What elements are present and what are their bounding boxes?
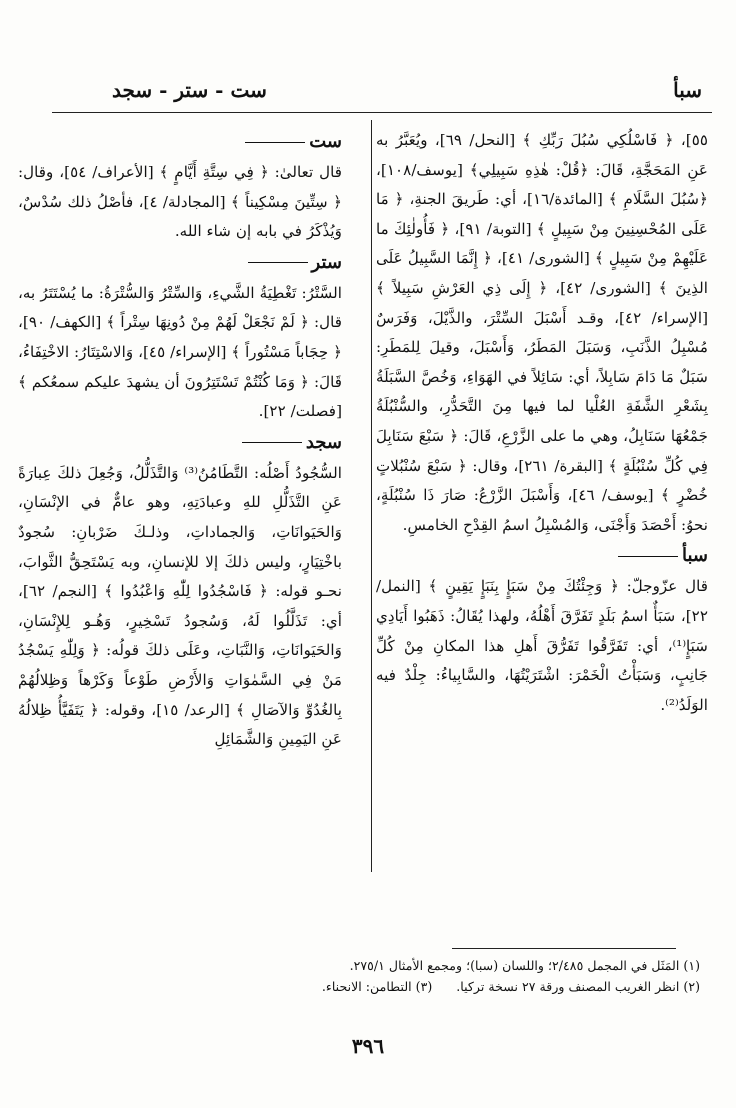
- left-column: [18, 126, 342, 755]
- column-divider: [371, 120, 372, 872]
- entry-paragraph: ٥٥]، ﴿ فَاسْلُكِي سُبُلَ رَبِّكِ ﴾ [النحل/ ٦٩]، ويُعَبَّرُ به عَنِ المَحَجَّةِ، قَالَ: ﴿قُلْ: هٰذِهِ سَبِيلِي﴾ [يوسف/١٠٨]، ﴿سُبُلَ السَّلَامِ ﴾ [المائدة/١٦]، أي: طَريقَ الجنةِ، ﴿ مَا عَلَى المُحْسِنِينَ مِنْ سَبِيلٍ ﴾ [التوبة/ ٩١]، ﴿ فَأُولٰئِكَ ما عَلَيْهِمْ مِنْ سَبِيلٍ ﴾ [الشورى/ ٤١]، ﴿ إِنَّمَا السَّبِيلُ عَلَى الذِينَ ﴾ [الشورى/ ٤٢]، ﴿ إِلَى ذِي العَرْشِ سَبِيلاً ﴾ [الإسراء/ ٤٢]، وقـد أَسْبَلَ السِّتْرَ، والذَّيْلَ، وَفَرَسٌ مُسْبِلُ الذَّنَبِ، وَسَبَلَ المَطَرُ، وَأَسْبَلَ، وقيلَ لِلمَطَرِ: سَبَلٌ مَا دَامَ سَابِلاً، أي: سَائِلاً في الهَوَاءِ، وَخُصَّ السَّبَلَةُ بِشَعْرِ الشَّفَةِ العُلْيا لما فيها مِنَ التَّحَدُّرِ، والسُّنْبُلَةُ جَمْعُهَا سَنَابِلُ، وهي ما على الزَّرْعِ، قَالَ: ﴿ سَبْعَ سَنَابِلَ فِي كُلِّ سُنْبُلَةٍ ﴾ [البقرة/ ٢٦١]، وقال: ﴿ سَبْعَ سُنْبُلاتٍ خُضْرٍ ﴾ [يوسف/ ٤٦]، وَأَسْبَلَ الزَّرْعُ: صَارَ ذَا سُنْبُلَةٍ، نحوُ: أَحْصَدَ وَأَجْنَى، وَالمُسْبِلُ اسمُ القِدْحِ الخامسِ.: [376, 131, 709, 534]
- page-number: ٣٩٦: [351, 1034, 385, 1058]
- entry-paragraph: قال تعالىٰ: ﴿ فِي سِتَّةِ أَيَّامٍ ﴾ [الأعراف/ ٥٤]، وقال: ﴿ سِتِّينَ مِسْكِيناً ﴾ [المجادلة/ ٤]، فأصْلُ ذلك سُدْسٌ، وَيُذْكَرُ في بابه إن شاء الله.: [18, 163, 342, 241]
- header-rule: [52, 112, 712, 113]
- running-header-right: سبأ: [673, 78, 702, 102]
- entry-paragraph: السُّجُودُ أَصْلُه: التَّطَامُنُ⁽³⁾ وَالتَّذَلُّلُ، وَجُعِلَ ذلكَ عِبارَةً عَنِ التَّذَلُّلِ للهِ وعبادَتِهِ، وهو عامٌّ في الإنْسَانِ، وَالحَيَوانَاتِ، وَالجماداتِ، وذلـكَ ضَرْبانِ: سُجودٌ باخْتِيَارٍ، وليس ذلكَ إلا للإنسانِ، وبه يَسْتَحِقُّ الثَّوابَ، نحـو قوله: ﴿ فَاسْجُدُوا لِلّٰهِ وَاعْبُدُوا ﴾ [النجم/ ٦٢]، أي: تَذَلَّلُوا لَهُ، وَسُجودُ تَسْخِيرٍ، وَهُـو لِلإِنْسَانِ، وَالحَيَوانَاتِ، وَالنَّبَاتِ، وعَلَى ذلكَ قولُه: ﴿ وَلِلّٰهِ يَسْجُدُ مَنْ فِي السَّمٰوَاتِ وَالأَرْضِ طَوْعاً وَكَرْهاً وَظِلالُهُمْ بِالغُدُوِّ وَالآصَالِ ﴾ [الرعد/ ١٥]، وقوله: ﴿ يَتَفَيَّأُ ظِلالُهُ عَنِ اليَمِينِ وَالشَّمَائِلِ: [18, 463, 342, 749]
- right-column: [376, 126, 708, 720]
- footnote-2-text: (٢) انظر الغريب المصنف ورقة ٢٧ نسخة تركيا.: [456, 979, 700, 994]
- section-heading-sajad: سجد: [18, 427, 342, 459]
- entry-paragraph: السَّتْرُ: تَغْطِيَةُ الشَّيءِ، وَالسِّتْرُ وَالسُّتْرَةُ: ما يُسْتَتَرُ به، قال: ﴿ لَمْ نَجْعَلْ لَهُمْ مِنْ دُونِهَا سِتْراً ﴾ [الكهف/ ٩٠]، ﴿ حِجَاباً مَسْتُوراً ﴾ [الإسراء/ ٤٥]، وَالاسْتِتَارُ: الاخْتِفَاءُ، قَالَ: ﴿ وَمَا كُنْتُمْ تَسْتَتِرُونَ أن يشهدَ عليكم سمعُكم ﴾ [فصلت/ ٢٢].: [18, 283, 343, 421]
- section-heading-sitt: ست: [18, 126, 342, 158]
- footnote-rule: [452, 948, 676, 949]
- section-heading-saba: سبأ: [376, 540, 708, 572]
- section-heading-satr: ستر: [18, 247, 342, 279]
- footnote-2: [40, 977, 700, 997]
- footnote-3-text: (٣) التطامن: الانحناء.: [321, 979, 433, 994]
- running-header-left: ست - ستر - سجد: [112, 78, 267, 102]
- entry-paragraph: قال عزّوجلّ: ﴿ وَجِئْتُكَ مِنْ سَبَإٍ بِنَبَإٍ يَقِينٍ ﴾ [النمل/ ٢٢]، سَبَأٌ اسمُ بَلَدٍ تَفَرَّقَ أَهْلُهُ، ولهذا يُقَالُ: ذَهَبُوا أَيَادِي سَبَإٍ⁽¹⁾، أي: تَفَرَّقُوا تَفَرُّقَ أَهلِ هذا المكانِ مِنْ كُلِّ جَانِبٍ، وَسَبَأْتُ الْخَمْرَ: اشْتَرَيْتُهَا، والسَّابِياءُ: جِلْدٌ فيه الوَلَدُ⁽²⁾.: [376, 577, 708, 714]
- footnote-1: (١) المَثَل في المجمل ٢/٤٨٥؛ واللسان (سبا)؛ ومجمع الأمثال ٢٧٥/١.: [349, 958, 700, 973]
